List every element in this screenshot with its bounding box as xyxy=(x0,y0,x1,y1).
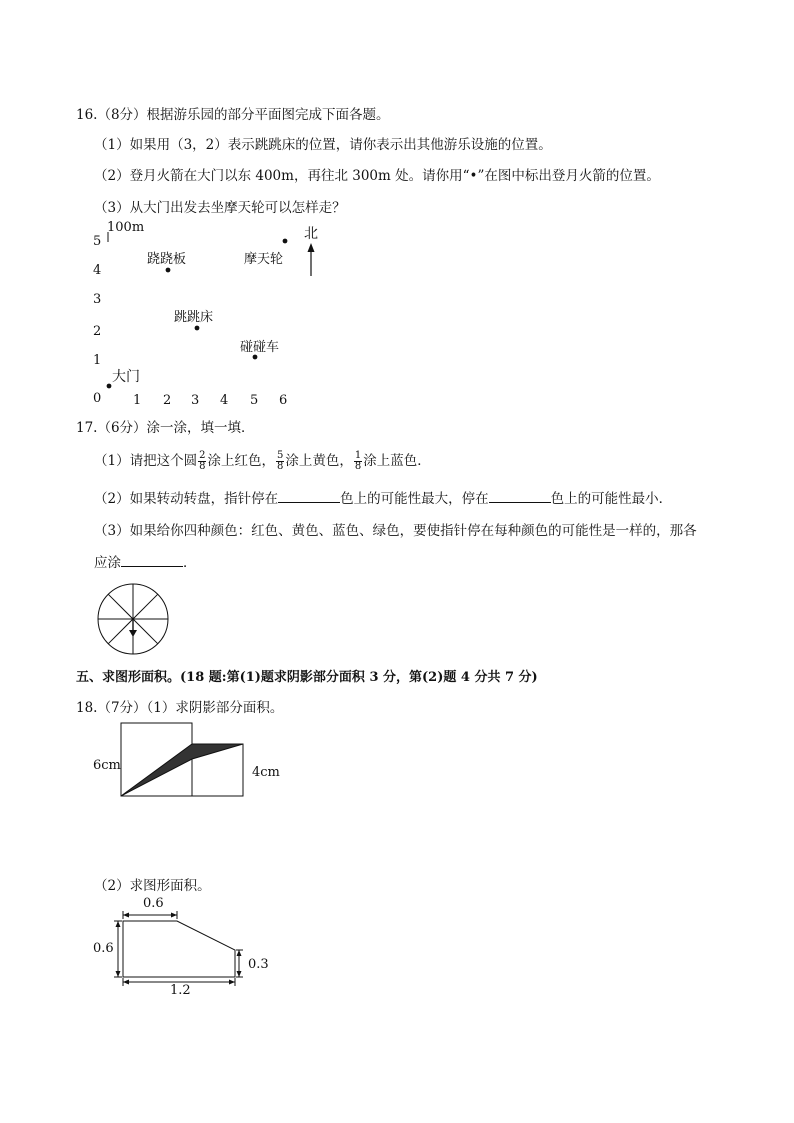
q16-part2: （2）登月火箭在大门以东 400m，再往北 300m 处。请你用“•”在图中标出登月火箭的位置。 xyxy=(94,168,660,184)
ferris-wheel-point xyxy=(283,239,288,244)
fraction-2-8: $\frac{2}{8}$ xyxy=(199,450,206,472)
y-tick-3: 3 xyxy=(93,292,102,307)
scale-label: 100m xyxy=(107,220,145,235)
q17-part2-text-a: （2）如果转动转盘，指针停在 xyxy=(94,491,279,507)
answer-blank-most-likely[interactable] xyxy=(278,490,340,503)
x-tick-1: 1 xyxy=(133,393,142,408)
x-tick-3: 3 xyxy=(191,393,200,408)
seesaw-point xyxy=(166,268,171,273)
q17-part2-text-b: 色上的可能性最大，停在 xyxy=(340,491,489,507)
label-6cm: 6cm xyxy=(93,758,121,773)
spinner-wheel xyxy=(96,582,176,662)
q17-part1-text-c: 涂上黄色， xyxy=(285,453,353,469)
north-arrowhead-icon xyxy=(308,243,315,252)
gate-point xyxy=(107,384,112,389)
seesaw-label: 跷跷板 xyxy=(147,252,187,267)
shaded-triangle xyxy=(121,744,243,796)
q16-part1: （1）如果用（3，2）表示跳跳床的位置，请你表示出其他游乐设施的位置。 xyxy=(94,137,552,153)
north-label: 北 xyxy=(304,226,318,242)
dim-right-label: 0.3 xyxy=(248,957,269,972)
q17-part1-text-d: 涂上蓝色． xyxy=(363,453,431,469)
section-5-heading: 五、求图形面积。(18 题:第(1)题求阴影部分面积 3 分，第(2)题 4 分共 7 分) xyxy=(76,670,538,685)
q17-part1-text-a: （1）请把这个圆 xyxy=(94,453,198,469)
q17-part3-continued xyxy=(94,551,197,571)
x-tick-4: 4 xyxy=(220,393,229,408)
y-tick-4: 4 xyxy=(93,263,102,278)
y-tick-5: 5 xyxy=(93,234,102,249)
q17-part2-text-c: 色上的可能性最小． xyxy=(550,491,673,507)
fraction-1-8: $\frac{1}{8}$ xyxy=(354,450,362,472)
q16-part3: （3）从大门出发去坐摩天轮可以怎样走？ xyxy=(94,200,346,216)
ferris-wheel-label: 摩天轮 xyxy=(244,252,284,267)
q17-part3: （3）如果给你四种颜色：红色、黄色、蓝色、绿色，要使指针停在每种颜色的可能性是一样的，那各 xyxy=(94,523,697,539)
trampoline-point xyxy=(195,326,200,331)
bumper-cars-point xyxy=(253,355,258,360)
label-4cm: 4cm xyxy=(252,765,280,780)
q17-heading: 17.（6分）涂一涂，填一填． xyxy=(76,420,255,436)
fraction-5-8: $\frac{5}{8}$ xyxy=(276,450,284,472)
q18-heading: 18.（7分）（1）求阴影部分面积。 xyxy=(76,700,284,716)
y-tick-0: 0 xyxy=(93,391,102,406)
gate-label: 大门 xyxy=(112,369,140,385)
answer-blank-least-likely[interactable] xyxy=(489,490,551,503)
q17-part3-text-c: ． xyxy=(183,555,197,571)
answer-blank-each-color[interactable] xyxy=(121,554,183,567)
q16-heading: 16.（8分）根据游乐园的部分平面图完成下面各题。 xyxy=(76,107,390,123)
q17-part1-text-b: 涂上红色， xyxy=(207,453,275,469)
q17-part3-text-b: 应涂 xyxy=(94,555,121,571)
dim-top-label: 0.6 xyxy=(143,896,164,911)
x-tick-5: 5 xyxy=(250,393,259,408)
trampoline-label: 跳跳床 xyxy=(174,310,214,325)
q17-part2 xyxy=(94,487,672,507)
map-markers xyxy=(0,0,340,420)
x-tick-6: 6 xyxy=(279,393,288,408)
trapezoid-figure xyxy=(112,906,252,996)
dim-bottom-label: 1.2 xyxy=(170,983,191,998)
dim-left-label: 0.6 xyxy=(93,941,114,956)
y-tick-2: 2 xyxy=(93,324,102,339)
y-tick-1: 1 xyxy=(93,353,102,368)
q17-part1 xyxy=(94,449,431,472)
bumper-cars-label: 碰碰车 xyxy=(240,340,280,355)
shaded-area-figure xyxy=(120,722,250,802)
q18-part2: （2）求图形面积。 xyxy=(94,878,211,894)
x-tick-2: 2 xyxy=(163,393,172,408)
